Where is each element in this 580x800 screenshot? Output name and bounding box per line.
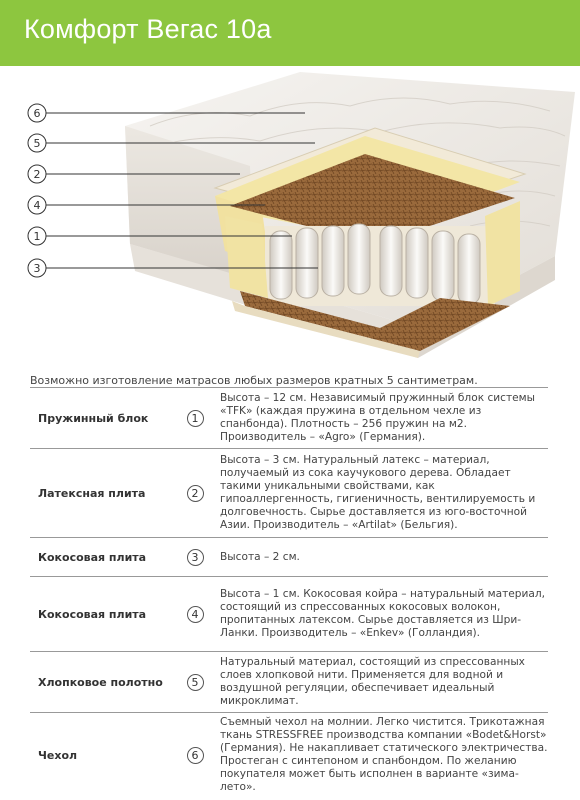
callout-1 [28, 227, 46, 245]
page-header [0, 0, 580, 66]
callout-3 [28, 259, 46, 277]
size-note: Возможно изготовление матрасов любых размеров кратных 5 сантиметрам. [30, 374, 478, 387]
row-description: Съемный чехол на молнии. Легко чистится. Трикотажная ткань STRESSFREE производства компании «Bodet&Horst» (Германия). Не накапливает статического электричества. Простеган с синтепоном и спанбондом. По желанию покупателя может быть исполнен в варианте «зима-лето». [220, 716, 548, 793]
row-label: Кокосовая плита [38, 607, 147, 621]
table-row-spring-block [30, 388, 548, 449]
row-description: Высота – 3 см. Натуральный латекс – материал, получаемый из сока каучукового дерева. Обладает такими уникальными свойствами, как гипоаллергенность, гигиеничность, вентилируемость и долговечность. Сырье доставляется из юго-восточной Азии. Производитель – «Artilat» (Бельгия). [220, 454, 536, 531]
row-label: Чехол [38, 748, 78, 762]
table-row-coir-plate-1cm [30, 577, 548, 652]
callout-2 [28, 165, 46, 183]
svg-text:5: 5 [33, 137, 41, 150]
row-number-badge: 3 [187, 549, 204, 566]
table-row-latex-plate [30, 449, 548, 538]
row-label: Латексная плита [38, 486, 146, 500]
mattress-illustration [0, 66, 580, 366]
svg-text:6: 6 [33, 107, 41, 120]
callout-6 [28, 104, 46, 122]
callout-4 [28, 196, 46, 214]
row-number-badge: 2 [187, 485, 204, 502]
row-number-badge: 6 [187, 747, 204, 764]
svg-text:3: 3 [33, 262, 41, 275]
svg-text:2: 2 [33, 168, 41, 181]
mattress-cutaway-svg [0, 66, 580, 366]
row-description: Натуральный материал, состоящий из спрессованных слоев хлопковой нити. Применяется для водной и воздушной регуляции, обеспечивает идеальный микроклимат. [220, 656, 525, 707]
svg-text:4: 4 [33, 199, 41, 212]
row-label: Кокосовая плита [38, 550, 147, 564]
row-number-badge: 5 [187, 674, 204, 691]
callout-5 [28, 134, 46, 152]
page-title: Комфорт Вегас 10а [24, 14, 272, 44]
svg-text:1: 1 [33, 230, 41, 243]
row-description: Высота – 12 см. Независимый пружинный блок системы «TFK» (каждая пружина в отдельном чехле из спанбонда). Плотность – 256 пружин на м2. Производитель – «Agro» (Германия). [220, 392, 536, 443]
row-label: Пружинный блок [38, 411, 149, 425]
row-label: Хлопковое полотно [38, 675, 163, 689]
table-row-cover [30, 713, 548, 797]
row-number-badge: 4 [187, 606, 204, 623]
row-description: Высота – 2 см. [220, 550, 300, 563]
layers-table [30, 388, 548, 797]
table-row-cotton-cloth [30, 652, 548, 713]
row-number-badge: 1 [187, 410, 204, 427]
row-description: Высота – 1 см. Кокосовая койра – натуральный материал, состоящий из спрессованных кокосовых волокон, пропитанных латексом. Сырье доставляется из Шри-Ланки. Производитель – «Enkev» (Голландия). [220, 588, 546, 639]
table-row-coir-plate-2cm [30, 538, 548, 577]
